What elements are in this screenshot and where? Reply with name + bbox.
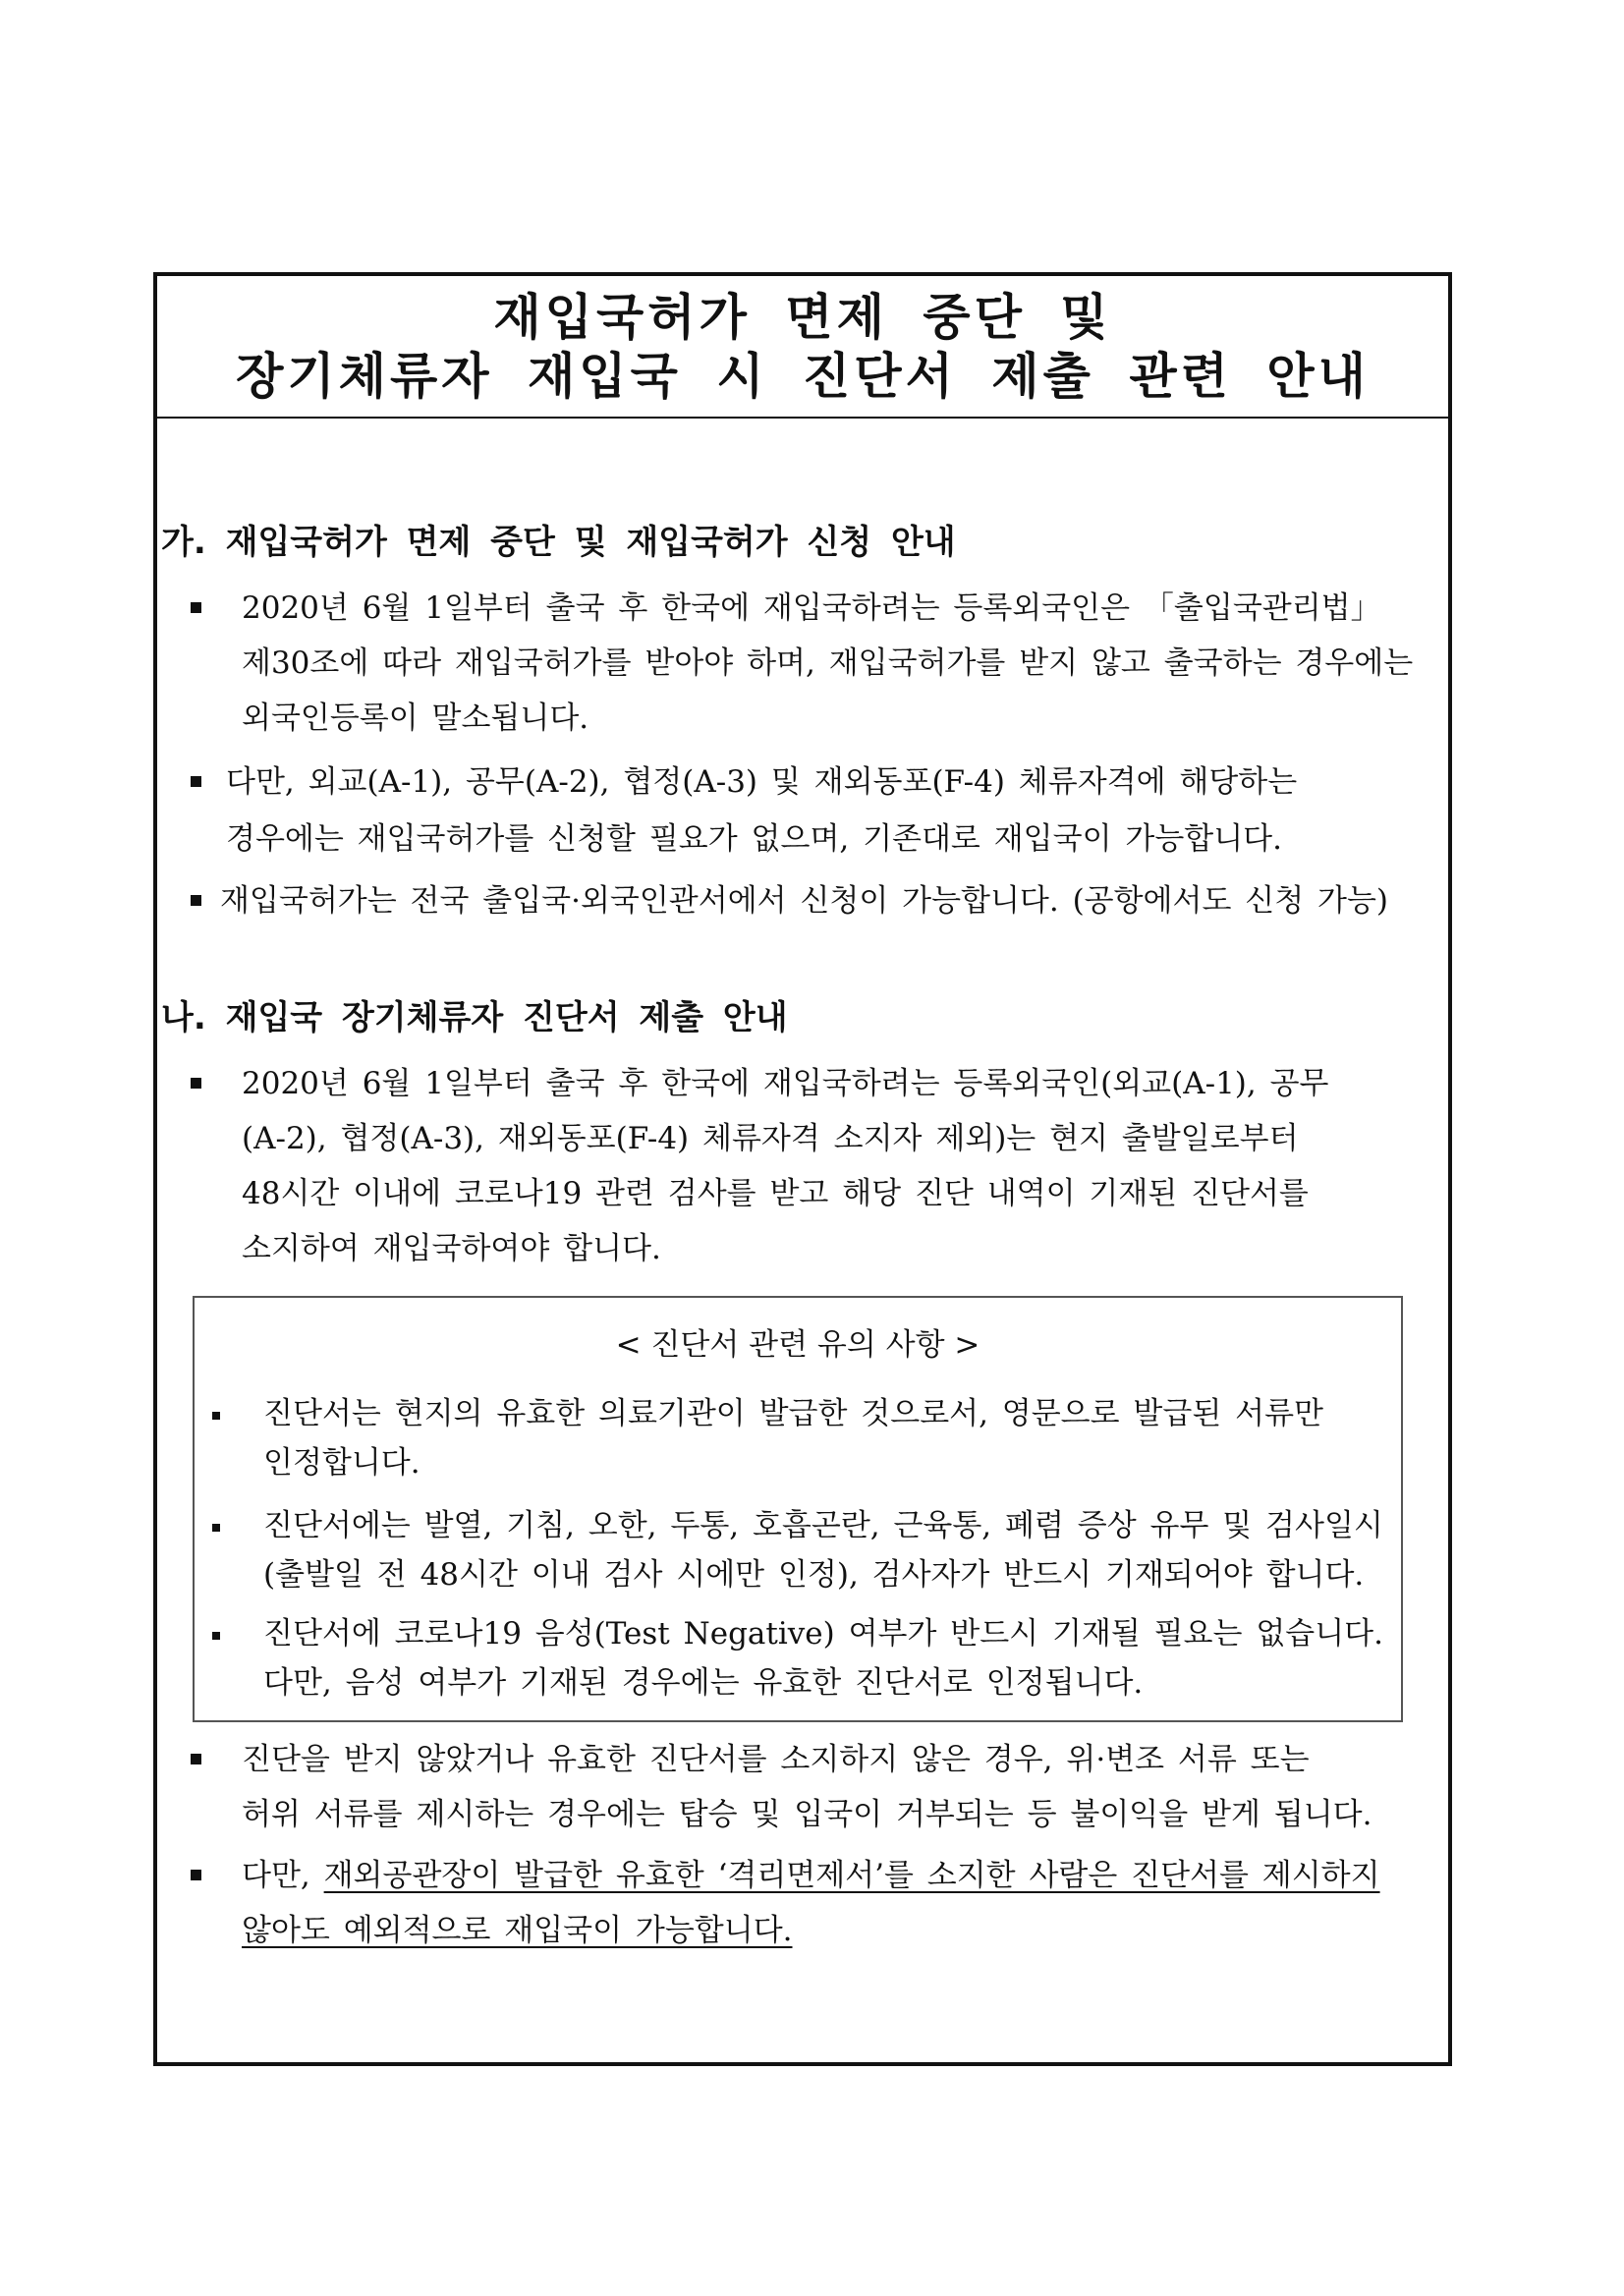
caution-box (193, 1296, 1403, 1722)
bullet-marker (191, 602, 201, 613)
section-b-bullet-1-line-1: 2020년 6월 1일부터 출국 후 한국에 재입국하려는 등록외국인(외교(A-1), 공무 (242, 1066, 1329, 1101)
caution-title: < 진단서 관련 유의 사항 > (615, 1327, 980, 1363)
section-b-after-1-line-2: 허위 서류를 제시하는 경우에는 탑승 및 입국이 거부되는 등 불이익을 받게 됩니다. (242, 1797, 1372, 1832)
caution-item-3-line-2: 다만, 음성 여부가 기재된 경우에는 유효한 진단서로 인정됩니다. (263, 1665, 1144, 1701)
section-b-after-2-underlined-1: 재외공관장이 발급한 유효한 ‘격리면제서’를 소지한 사람은 진단서를 제시하지 (323, 1858, 1380, 1893)
section-a-bullet-3-line-1: 재입국허가는 전국 출입국·외국인관서에서 신청이 가능합니다. (공항에서도 신청 가능) (220, 883, 1388, 919)
title-block (157, 276, 1448, 419)
title-line-2: 장기체류자 재입국 시 진단서 제출 관련 안내 (236, 348, 1370, 405)
notice-frame (153, 272, 1452, 2066)
section-b-bullet-1-line-2: (A-2), 협정(A-3), 재외동포(F-4) 체류자격 소지자 제외)는 현지 출발일로부터 (242, 1121, 1299, 1156)
bullet-marker (191, 895, 201, 906)
caution-item-3-line-1: 진단서에 코로나19 음성(Test Negative) 여부가 반드시 기재될 필요는 없습니다. (263, 1616, 1383, 1652)
section-a-bullet-1-line-2: 제30조에 따라 재입국허가를 받아야 하며, 재입국허가를 받지 않고 출국하는 경우에는 (242, 645, 1414, 681)
bullet-marker (191, 776, 201, 787)
section-a-heading: 가. 재입국허가 면제 중단 및 재입국허가 신청 안내 (161, 523, 956, 562)
section-b-bullet-1-line-3: 48시간 이내에 코로나19 관련 검사를 받고 해당 진단 내역이 기재된 진단서를 (242, 1176, 1309, 1211)
caution-bullet-marker (212, 1412, 220, 1420)
caution-bullet-marker (212, 1524, 220, 1532)
bullet-marker (191, 1754, 201, 1764)
caution-item-1-line-2: 인정합니다. (263, 1445, 420, 1481)
caution-bullet-marker (212, 1632, 220, 1640)
section-b-after-2-underlined-2: 않아도 예외적으로 재입국이 가능합니다. (242, 1913, 793, 1948)
section-a-bullet-2-line-2: 경우에는 재입국허가를 신청할 필요가 없으며, 기존대로 재입국이 가능합니다. (226, 821, 1282, 857)
section-b-after-2-line-2 (242, 1911, 793, 1950)
section-b-bullet-1-line-4: 소지하여 재입국하여야 합니다. (242, 1231, 661, 1266)
section-b-heading: 나. 재입국 장기체류자 진단서 제출 안내 (161, 998, 788, 1037)
caution-item-2-line-1: 진단서에는 발열, 기침, 오한, 두통, 호흡곤란, 근육통, 폐렴 증상 유무 및 검사일시 (263, 1508, 1383, 1543)
caution-item-2-line-2: (출발일 전 48시간 이내 검사 시에만 인정), 검사자가 반드시 기재되어야 합니다. (263, 1557, 1365, 1593)
bullet-marker (191, 1078, 201, 1089)
section-a-bullet-1-line-1: 2020년 6월 1일부터 출국 후 한국에 재입국하려는 등록외국인은 「출입국관리법」 (242, 590, 1381, 626)
section-a-bullet-2-line-1: 다만, 외교(A-1), 공무(A-2), 협정(A-3) 및 재외동포(F-4) 체류자격에 해당하는 (226, 764, 1298, 800)
bullet-marker (191, 1870, 201, 1880)
title-line-1: 재입국허가 면제 중단 및 (493, 289, 1112, 346)
section-b-after-1-line-1: 진단을 받지 않았거나 유효한 진단서를 소지하지 않은 경우, 위·변조 서류 또는 (242, 1742, 1310, 1777)
section-b-after-2-prefix: 다만, (242, 1858, 324, 1893)
caution-item-1-line-1: 진단서는 현지의 유효한 의료기관이 발급한 것으로서, 영문으로 발급된 서류만 (263, 1396, 1323, 1431)
section-b-after-2-line-1 (242, 1856, 1380, 1895)
section-a-bullet-1-line-3: 외국인등록이 말소됩니다. (242, 700, 589, 736)
